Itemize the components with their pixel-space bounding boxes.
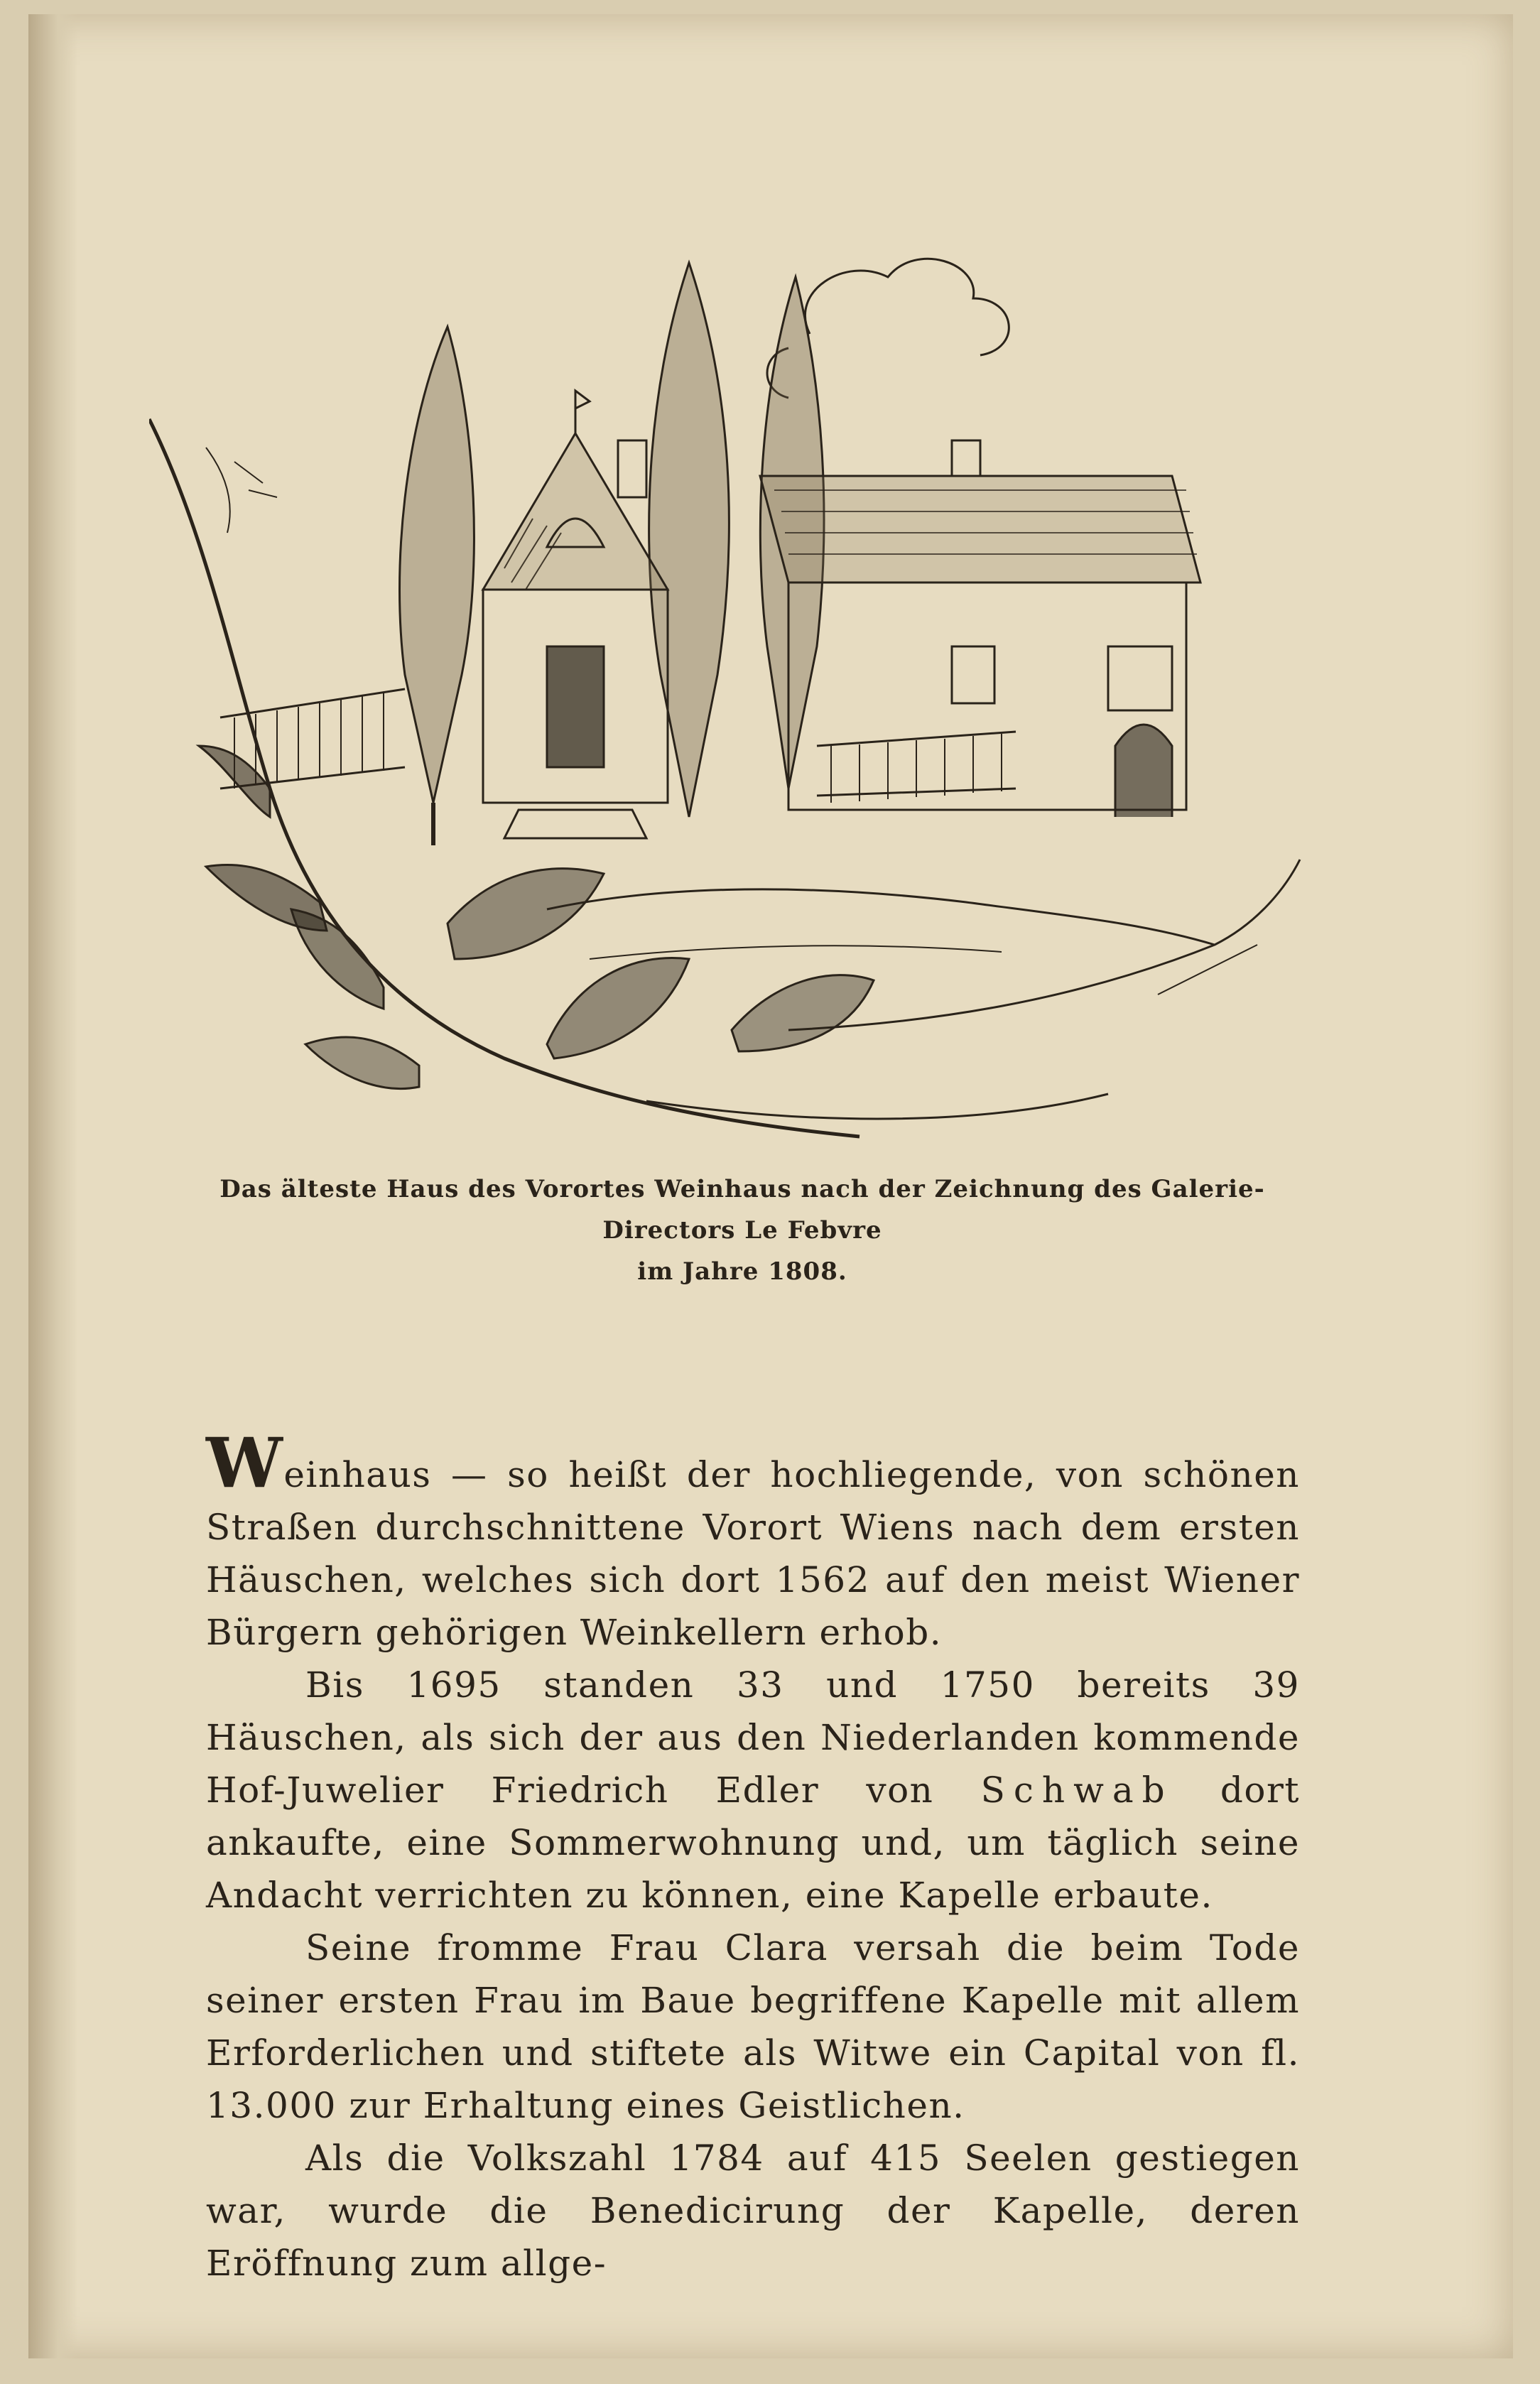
drop-cap: W: [206, 1423, 284, 1503]
paragraph-2: [206, 1659, 1300, 1922]
paragraph-2-before: Bis 1695 standen 33 und 1750 bereits 39 Häuschen, als sich der aus den Niederlanden kommende Hof-Juwelier Friedrich Edler von: [206, 1664, 1300, 1811]
body-text: [206, 1423, 1301, 2290]
name-schwab: Schwab: [980, 1770, 1173, 1811]
house-engraving: [149, 249, 1343, 1172]
paragraph-3: Seine fromme Frau Clara versah die beim Tode seiner ersten Frau im Baue begriffene Kapelle mit allem Erforderlichen und stiftete als Witwe ein Capital von fl. 13.000 zur Erhaltung eines Geistlichen.: [206, 1927, 1300, 2126]
book-page: [28, 14, 1513, 2358]
paragraph-4: Als die Volkszahl 1784 auf 415 Seelen gestiegen war, wurde die Benedicirung der Kapelle, deren Eröffnung zum allge-: [206, 2138, 1300, 2284]
paragraph-2-after: dort ankaufte, eine Sommerwohnung und, um täglich seine Andacht verrichten zu können, eine Kapelle erbaute.: [206, 1770, 1301, 1916]
page-gutter: [28, 14, 78, 2358]
caption-line-1: Das älteste Haus des Vorortes Weinhaus nach der Zeichnung des Galerie-Directors Le Febvre: [219, 1175, 1265, 1245]
caption-line-2: im Jahre 1808.: [637, 1257, 847, 1286]
paragraph-1-text: einhaus — so heißt der hochliegende, von schönen Straßen durchschnittene Vorort Wiens nach dem ersten Häuschen, welches sich dort 1562 auf den meist Wiener Bürgern gehörigen Weinkellern erhob.: [206, 1454, 1300, 1653]
paragraph-1: [206, 1423, 1300, 1659]
illustration-caption: [156, 1169, 1328, 1292]
